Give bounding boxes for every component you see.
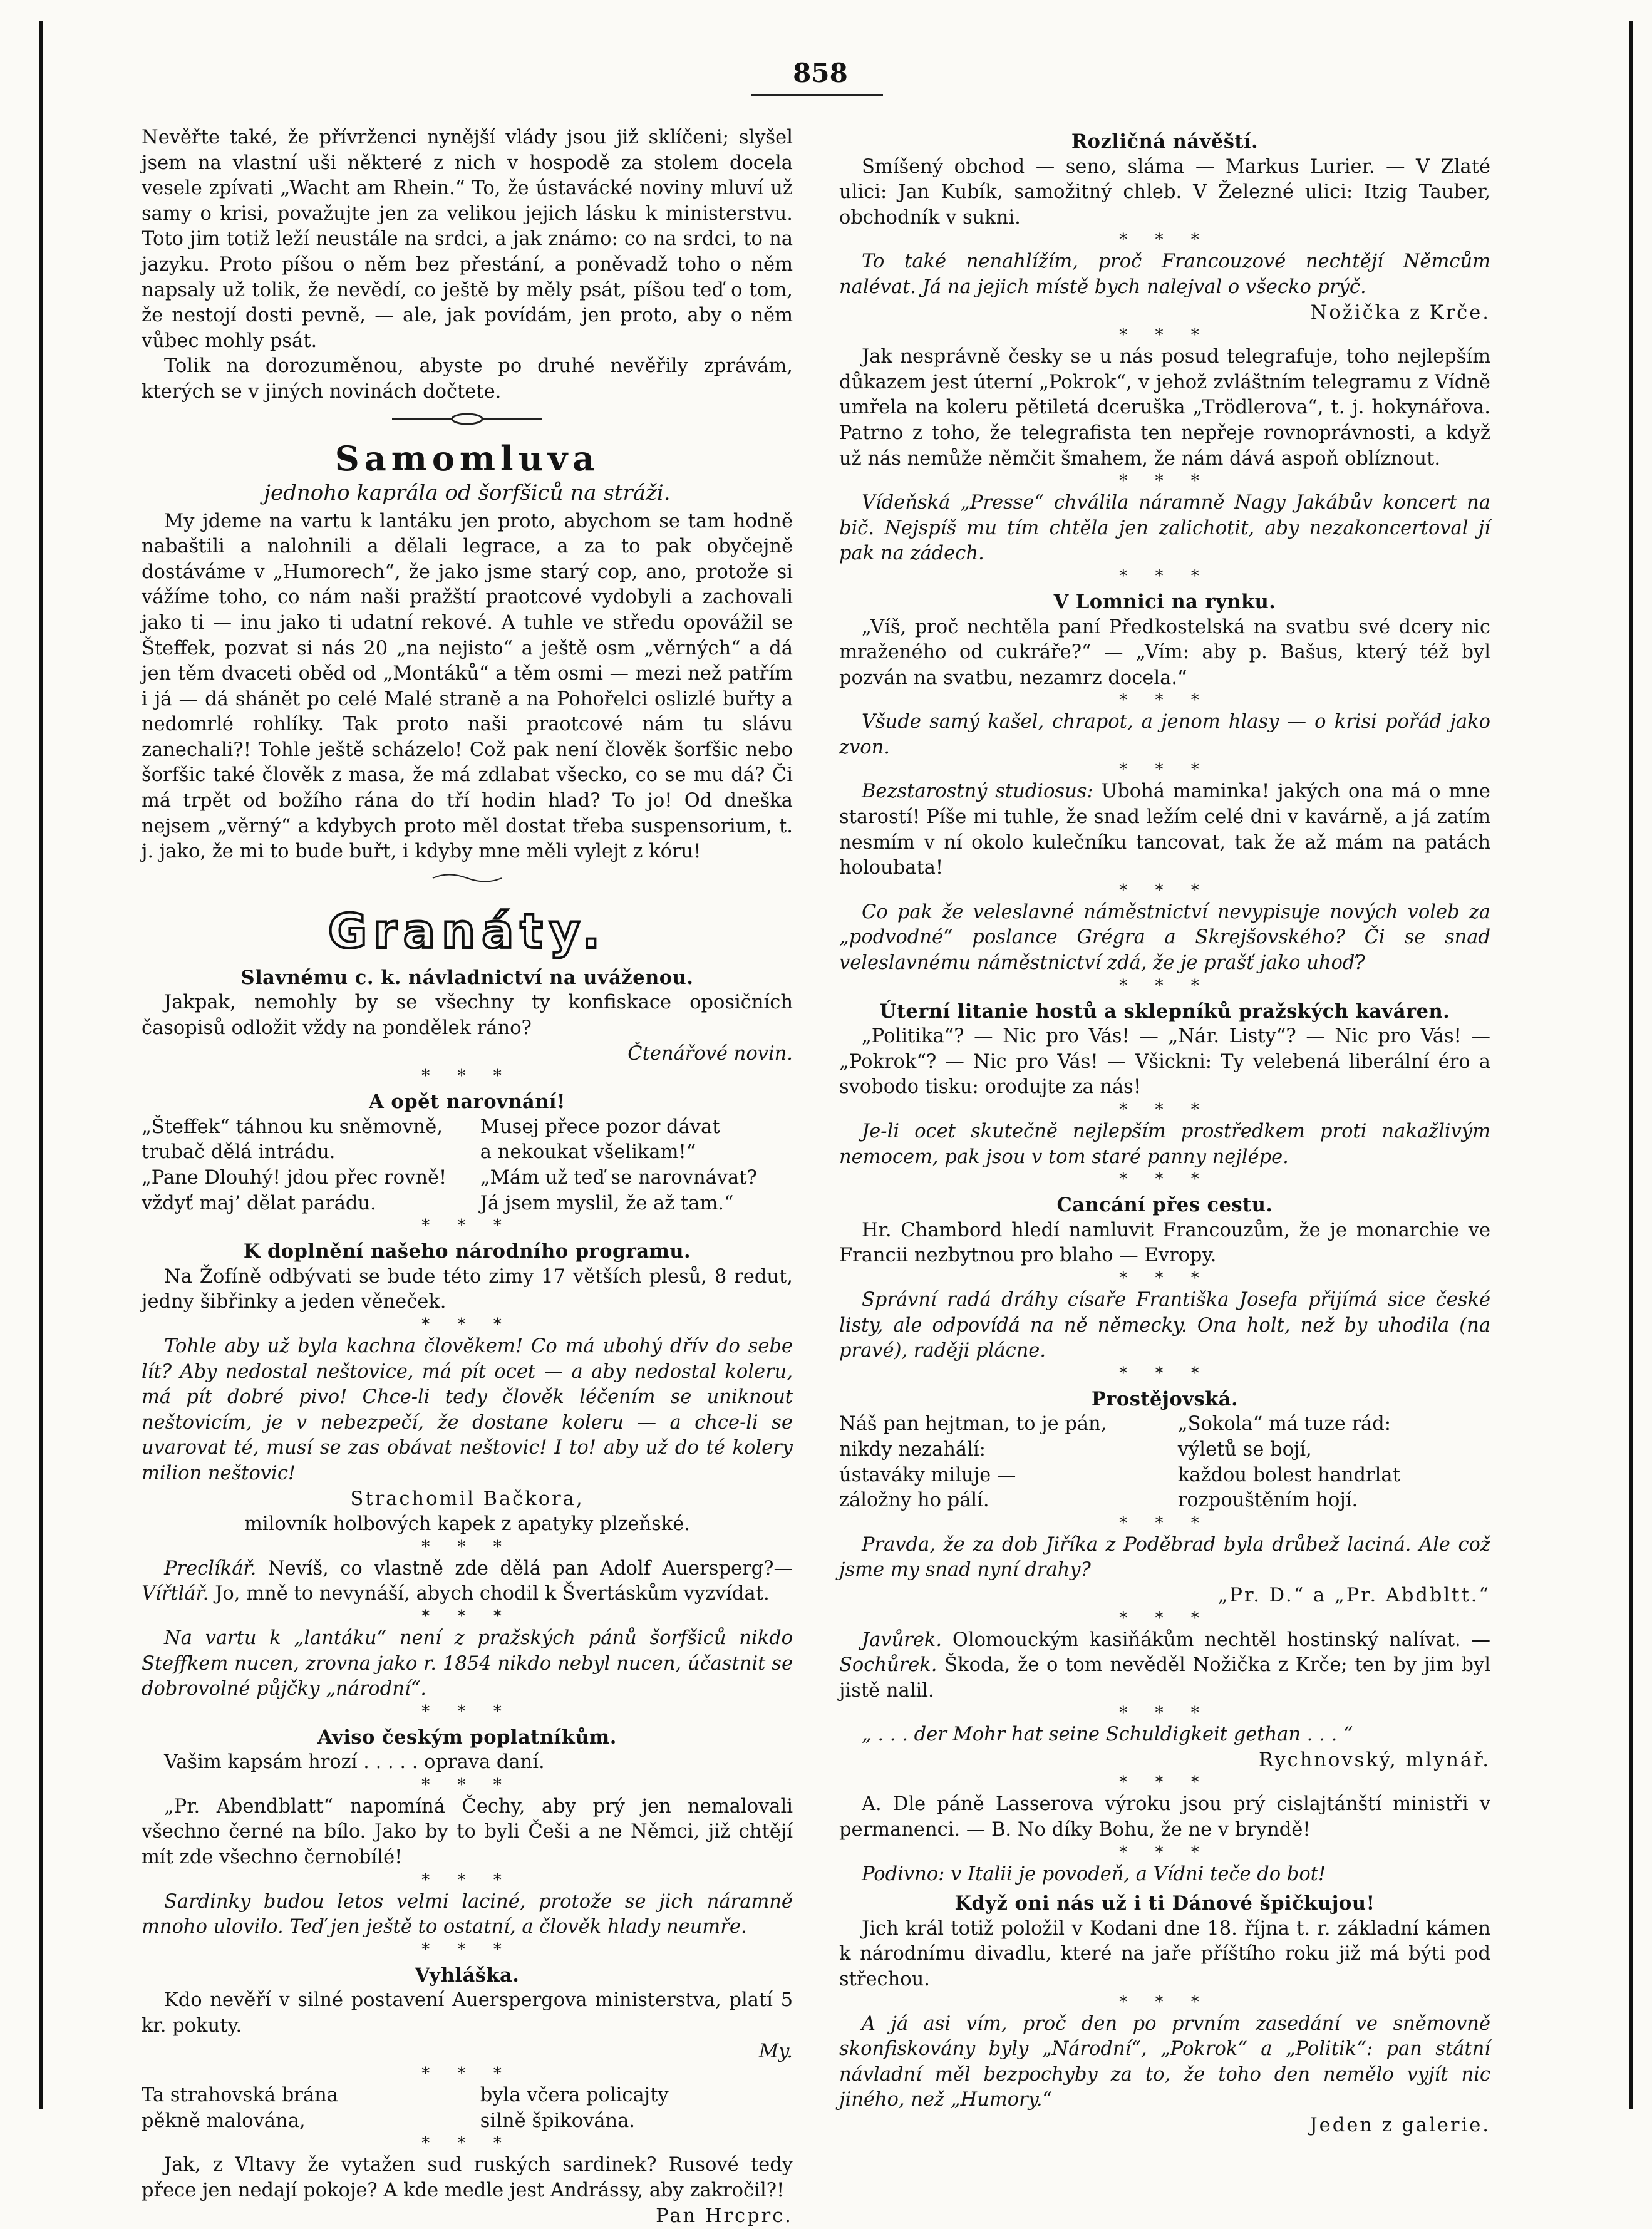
section-stars: * * * [421,2134,513,2153]
granaty-s4-signature: Strachomil Bačkora, [350,1487,584,1510]
r10-text: Je-li ocet skutečně nejlepším prostředkem proti nakažlivým nemocem, pak jsou v tom staré panny nejlépe. [839,1120,1490,1168]
r20-text: A já asi vím, proč den po prvním zasedání ve sněmovně skonfiskovány byly „Národní“, „Pokrok“ a „Politik“: pan státní návladní měl bezpochyby za to, že toho den nemělo vyjít nic jiného, než „Humory.“ [839,2012,1490,2111]
intro-paragraph-1: Nevěřte také, že přívrženci nynější vlády jsou již sklíčeni; slyšel jsem na vlastní uši některé z nich v hospodě za stolem docela vesele zpívati „Wacht am Rhein.“ To, že ústavácké noviny mluví už samy o krisi, považujte jen za velikou jejich lásku k ministerstvu. Toto jim totiž leží neustále na srdci, a jak známo: co na srdci, to na jazyku. Proto píšou o něm bez přestání, a poněvadž toho o něm napsaly už tolik, že nevědí, co ještě by měly psát, píšou teď o tom, že nestojí dosti pevně, — ale, jak povídám, jen proto, aby o něm vůbec mohly psát. [142,127,793,352]
granaty-s12-signature: Pan Hrcprc. [656,2205,793,2227]
section-stars: * * * [1119,1704,1211,1723]
granaty-s7-head: Aviso českým poplatníkům. [317,1725,617,1749]
r13-verse [839,1412,1490,1513]
section-stars: * * * [421,1067,513,1086]
section-stars: * * * [421,1702,513,1721]
section-stars: * * * [421,1870,513,1890]
verse-line: trubač dělá intrádu. [142,1141,336,1164]
r7-speaker: Bezstarostný studiosus: [862,780,1093,803]
dialog-speaker: Vířtlář. [142,1583,209,1605]
r11-head: Cancání přes cestu. [1056,1194,1273,1217]
granaty-s3-head: K doplnění našeho národního programu. [243,1240,691,1263]
page-number: 858 [793,58,848,88]
r9-head: Úterní litanie hostů a sklepníků pražských kaváren. [879,1000,1450,1023]
section-stars: * * * [421,1940,513,1959]
verse-line: každou bolest handrlat [1177,1464,1400,1486]
r5-text: „Víš, proč nechtěla paní Předkostelská na svatbu své dcery nic mraženého od cukráře?“ — „Vím: aby p. Bašus, který též byl pozván na svatbu, nezamrz docela.“ [839,616,1490,689]
ornament-divider-small [430,870,505,886]
r8-text: Co pak že veleslavné náměstnictví nevypisuje nových voleb za „podvodné“ poslance Grégra a Skrejšovského? Či se snad veleslavnému náměstnictví zdá, že je prašť jako uhoď? [839,901,1490,975]
verse-line: ústaváky miluje — [839,1464,1016,1486]
verse-line: výletů se bojí, [1177,1438,1312,1461]
verse-line: byla včera policajty [480,2084,669,2107]
r17-text: A. Dle páně Lasserova výroku jsou prý cislajtánští ministři v permanenci. — B. No díky Bohu, že ne v bryndě! [839,1793,1490,1841]
r19-text: Jich král totiž položil v Kodani dne 18. října t. r. základní kámen k národnímu divadlu, které na jaře příštího roku již má býti pod střechou. [839,1917,1490,1991]
dialog-speaker: Sochůrek. [839,1654,937,1677]
section-stars: * * * [1119,472,1211,491]
section-stars: * * * [421,1606,513,1626]
r14-text: Pravda, že za dob Jiříka z Poděbrad byla drůbež laciná. Ale což jsme my snad nyní drahy? [839,1533,1490,1581]
dialog-line: Nevíš, co vlastně zde dělá pan Adolf Auersperg?— [267,1557,793,1580]
section-stars: * * * [1119,1363,1211,1383]
section-stars: * * * [1119,976,1211,995]
section-stars: * * * [1119,1608,1211,1628]
section-stars: * * * [1119,1992,1211,2012]
r5-head: V Lomnici na rynku. [1053,590,1276,613]
r1-head: Rozličná návěští. [1071,130,1259,153]
section-stars: * * * [421,1315,513,1334]
r12-text: Správní radá dráhy císaře Františka Josefa přijímá sice české listy, ale odpovídá na ně německy. Ona holt, než by uhodila (na pravé), raději plácne. [839,1288,1490,1362]
left-column [142,125,793,2229]
granaty-s2-head: A opět narovnání! [369,1090,565,1114]
section-stars: * * * [421,2064,513,2084]
section-stars: * * * [1119,566,1211,586]
right-column [839,125,1490,2139]
r1-text: Smíšený obchod — seno, sláma — Markus Lurier. — V Zlaté ulici: Jan Kubík, samožitný chleb. V Železné ulici: Itzig Tauber, obchodník v sukni. [839,155,1490,229]
verse-line: vždyť maj’ dělat parádu. [142,1192,376,1214]
ornament-divider [392,410,542,428]
r2-signature: Nožička z Krče. [1310,301,1490,324]
r13-head: Prostějovská. [1091,1387,1239,1410]
section-stars: * * * [1119,326,1211,345]
r14-signature: „Pr. D.“ a „Pr. Abdbltt.“ [1217,1584,1490,1606]
r16-signature: Rychnovský, mlynář. [1259,1749,1490,1771]
section-stars: * * * [1119,760,1211,780]
r4-text: Vídeňská „Presse“ chválila náramně Nagy Jakábův koncert na bič. Nejspíš mu tím chtěla jen zalichotit, aby nezakoncertoval jí pak na zádech. [839,492,1490,565]
section-stars: * * * [421,1537,513,1556]
section-stars: * * * [1119,1773,1211,1792]
granaty-s12-text: Jak, z Vltavy že vytažen sud ruských sardinek? Rusové tedy přece jen nedají pokoje? A kde medle jest Andrássy, aby zakročil?! [142,2154,793,2201]
r11-text: Hr. Chambord hledí namluvit Francouzům, že je monarchie ve Francii nezbytnou pro blaho — Evropy. [839,1219,1490,1267]
verse-line: Náš pan hejtman, to je pán, [839,1413,1107,1435]
section-stars: * * * [1119,1268,1211,1288]
samomluva-text: My jdeme na vartu k lantáku jen proto, abychom se tam hodně nabaštili a nalohnili a dělali legrace, a za to pak obyčejně dostáváme v „Humorech“, že jako jsme starý cop, ano, protože si vážíme toho, co nám naši pražští praotcové vydobyli a zachovali jako ti — inu jako ti udatní rekové. A tuhle ve středu opovážil se Šteffek, pozvat si nás 20 „na nejisto“ a ještě osm „věrných“ a dá jen těm dvaceti oběd od „Montáků“ a těm osmi — mezi než patřím i já — dá shánět po celé Malé straně a na Pohořelci oslizlé buřty a nedomrlé rohlíky. Tak proto naši praotcové nám tu slávu zanechali?! Tohle ještě scházelo! Což pak není člověk šorfšic nebo šorfšic také člověk z masa, že má zdlabat všecko, co se mu dá? Či má trpět od božího rána do tří hodin hlad? To jo! Od dneška nejsem „věrný“ a kdybych proto měl dostat třeba suspensorium, t. j. jako, že mi to bude buřt, i kdyby mne měli vylejt z kóru! [142,510,793,863]
intro-paragraph-2: Tolik na dorozuměnou, abyste po druhé nevěřily zprávám, kterých se v jiných novinách dočtete. [142,355,793,403]
granaty-s10-signature: My. [758,2040,793,2062]
samomluva-title: Samomluva [334,438,600,478]
verse-line: „Pane Dlouhý! jdou přec rovně! [142,1167,447,1189]
granaty-s1-head: Slavnému c. k. návladnictví na uváženou. [240,966,694,989]
r18-text: Podivno: v Italii je povodeň, a Vídni teče do bot! [862,1863,1326,1885]
verse-line: záložny ho pálí. [839,1489,989,1512]
r7-text: Ubohá maminka! jakých ona má o mne starostí! Píše mi tuhle, že snad ležím celé dni v kavárně, a já zatím nesmím v ní okolo kulečníku tancovat, tak že až mám na patách holoubata! [839,780,1490,879]
section-stars: * * * [1119,881,1211,900]
verse-line: „Sokola“ má tuze rád: [1177,1413,1391,1435]
section-stars: * * * [1119,1513,1211,1533]
verse-line: rozpouštěním hojí. [1177,1489,1358,1512]
section-stars: * * * [1119,691,1211,710]
r9-text: „Politika“? — Nic pro Vás! — „Nár. Listy“? — Nic pro Vás! — „Pokrok“? — Nic pro Vás! — Všickni: Ty velebená liberální éro a svobodo tisku: orodujte za nás! [839,1025,1490,1099]
r6-text: Všude samý kašel, chrapot, a jenom hlasy — o krisi pořád jako zvon. [839,711,1490,758]
dialog-speaker: Javůrek. [862,1628,942,1651]
dialog-speaker: Preclíkář. [164,1557,257,1580]
section-stars: * * * [1119,1843,1211,1862]
granaty-s1-signature: Čtenářové novin. [627,1042,793,1065]
verse-line: nikdy nezahálí: [839,1438,986,1461]
r3-text: Jak nesprávně česky se u nás posud telegrafuje, toho nejlepším důkazem jest úterní „Pokrok“, v jehož zvláštním telegramu z Vídně umřela na koleru pětiletá dceruška „Trödlerova“, t. j. hokynářova. Patrno z toho, že telegrafista ten nepřeje rovnoprávnosti, a když už nás nemůže němčit šmahem, že nám dává aspoň oblíznout. [839,346,1490,470]
granaty-s8-text: „Pr. Abendblatt“ napomíná Čechy, aby prý jen nemalovali všechno černé na bílo. Jako by to byli Češi a ne Němci, již chtějí mít zde všechno černobílé! [142,1795,793,1869]
r16-text: „ . . . der Mohr hat seine Schuldigkeit gethan . . . “ [862,1724,1353,1746]
r19-head: Když oni nás už i ti Dánové špičkujou! [954,1892,1375,1915]
granaty-s1-text: Jakpak, nemohly by se všechny ty konfiskace oposičních časopisů odložit vždy na pondělek ráno? [142,991,793,1040]
granaty-s2-verse [142,1115,793,1216]
granaty-s6-text: Na vartu k „lantáku“ není z pražských pánů šorfšiců nikdo Steffkem nucen, zrovna jako r. 1854 nikdo nebyl nucen, účastnit se dobrovolné půjčky „národní“. [142,1626,793,1700]
granaty-s4-signature-note: milovník holbových kapek z apatyky plzeňské. [244,1513,690,1536]
r2-text: To také nenahlížím, proč Francouzové nechtějí Němcům nalévat. Já na jejich místě bych nalejval o všecko prýč. [839,251,1490,298]
verse-line: „Mám už teď se narovnávat? [480,1167,757,1189]
verse-line: „Šteffek“ táhnou ku sněmovně, [142,1115,443,1138]
granaty-title: Granáty. [328,902,607,959]
granaty-s7-text: Vašim kapsám hrozí . . . . . oprava daní. [164,1751,545,1774]
verse-line: Musej přece pozor dávat [480,1115,720,1138]
dialog-line: Škoda, že o tom nevěděl Nožička z Krče; ten by jim byl jistě nalil. [839,1654,1490,1702]
verse-line: Ta strahovská brána [142,2084,338,2107]
verse-line: Já jsem myslil, že až tam.“ [480,1192,734,1214]
section-stars: * * * [1119,230,1211,250]
verse-line: pěkně malována, [142,2109,306,2132]
dialog-line: Jo, mně to nevynáší, abych chodil k Švertáskům vyzvídat. [215,1583,770,1605]
page-number-rule [751,94,883,96]
granaty-s4-text: Tohle aby už byla kachna člověkem! Co má ubohý dřív do sebe lít? Aby nedostal neštovice, má pít ocet — a aby nedostal koleru, má pít dobré pivo! Chce-li tedy člověk léčením se uniknout neštovicím, je v nebezpečí, že dostane koleru — a chce-li se uvarovat té, musí se zas obávat neštovic! I to! aby už do té kolery milion neštovic! [142,1335,793,1484]
granaty-s11-verse [142,2083,793,2134]
granaty-s10-head: Vyhláška. [415,1963,520,1987]
dialog-line: Olomouckým kasiňákům nechtěl hostinský nalívat. — [952,1628,1490,1651]
granaty-s3-text: Na Žofíně odbývati se bude této zimy 17 větších plesů, 8 redut, jedny šibřinky a jeden věneček. [142,1265,793,1313]
r20-signature: Jeden z galerie. [1309,2114,1490,2136]
section-stars: * * * [1119,1100,1211,1119]
granaty-s9-text: Sardinky budou letos velmi laciné, protože se jich náramně mnoho ulovilo. Teď jen ještě to ostatní, a člověk hlady neumře. [142,1890,793,1938]
section-stars: * * * [421,1216,513,1236]
section-stars: * * * [421,1775,513,1794]
samomluva-subtitle: jednoho kaprála od šorfšiců na stráži. [264,480,671,505]
verse-line: a nekoukat všelikam!“ [480,1141,696,1164]
verse-line: silně špikována. [480,2109,636,2132]
section-stars: * * * [1119,1170,1211,1189]
granaty-s10-text: Kdo nevěří v silné postavení Auerspergova ministerstva, platí 5 kr. pokuty. [142,1989,793,2037]
